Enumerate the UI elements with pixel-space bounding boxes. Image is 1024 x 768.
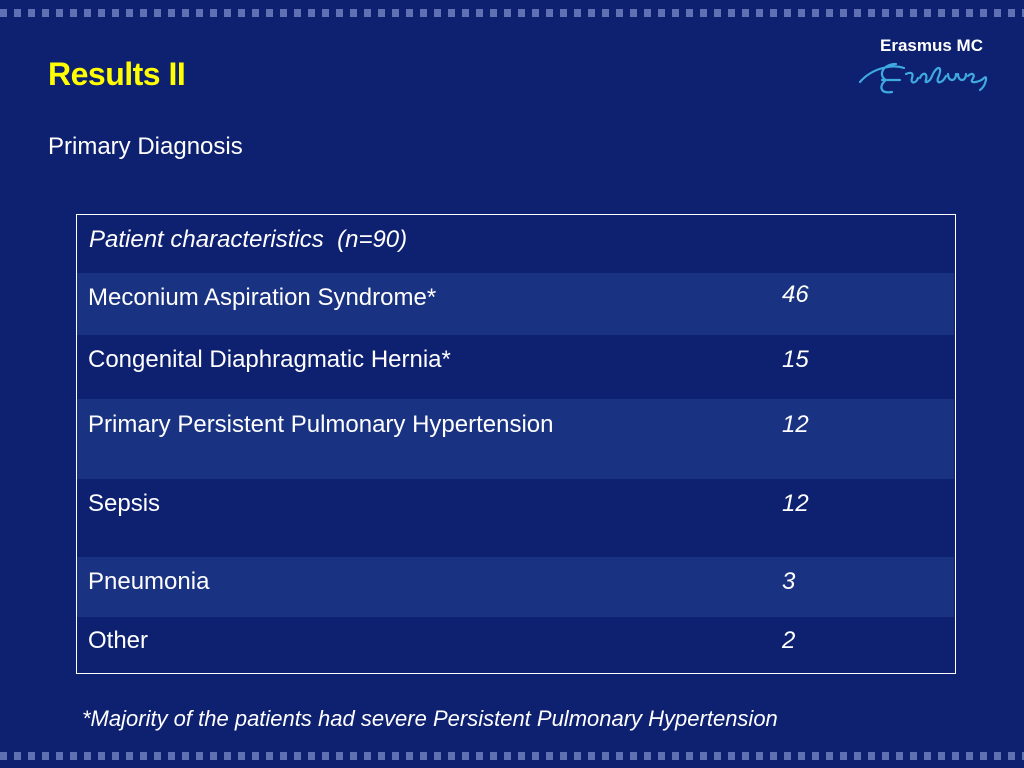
row-label: Congenital Diaphragmatic Hernia* bbox=[88, 346, 451, 373]
slide-subtitle: Primary Diagnosis bbox=[48, 133, 243, 160]
row-label: Meconium Aspiration Syndrome* bbox=[88, 284, 437, 311]
row-value: 2 bbox=[782, 627, 796, 654]
table-row bbox=[77, 617, 954, 672]
table-header-row bbox=[77, 215, 954, 274]
patient-characteristics-table bbox=[76, 214, 956, 674]
slide-title: Results II bbox=[48, 56, 186, 92]
table-row bbox=[77, 335, 954, 399]
row-label: Sepsis bbox=[88, 490, 161, 517]
table-row bbox=[77, 557, 954, 617]
table-header-label: Patient characteristics (n=90) bbox=[89, 226, 408, 253]
row-value: 46 bbox=[782, 281, 809, 308]
logo-text: Erasmus MC bbox=[880, 36, 983, 55]
row-value: 15 bbox=[782, 346, 809, 373]
row-value: 12 bbox=[782, 490, 809, 517]
row-label: Other bbox=[88, 627, 149, 654]
erasmus-mc-logo bbox=[852, 36, 1002, 98]
table-row bbox=[77, 273, 954, 335]
table-row bbox=[77, 479, 954, 557]
table-row bbox=[77, 399, 954, 479]
footnote: *Majority of the patients had severe Persistent Pulmonary Hypertension bbox=[82, 706, 778, 731]
erasmus-signature-icon bbox=[852, 54, 1002, 98]
row-value: 3 bbox=[782, 568, 796, 595]
top-dotted-border bbox=[0, 9, 1024, 17]
row-label: Pneumonia bbox=[88, 568, 210, 595]
bottom-dotted-border bbox=[0, 752, 1024, 760]
row-label: Primary Persistent Pulmonary Hypertension bbox=[88, 411, 554, 438]
row-value: 12 bbox=[782, 411, 809, 438]
